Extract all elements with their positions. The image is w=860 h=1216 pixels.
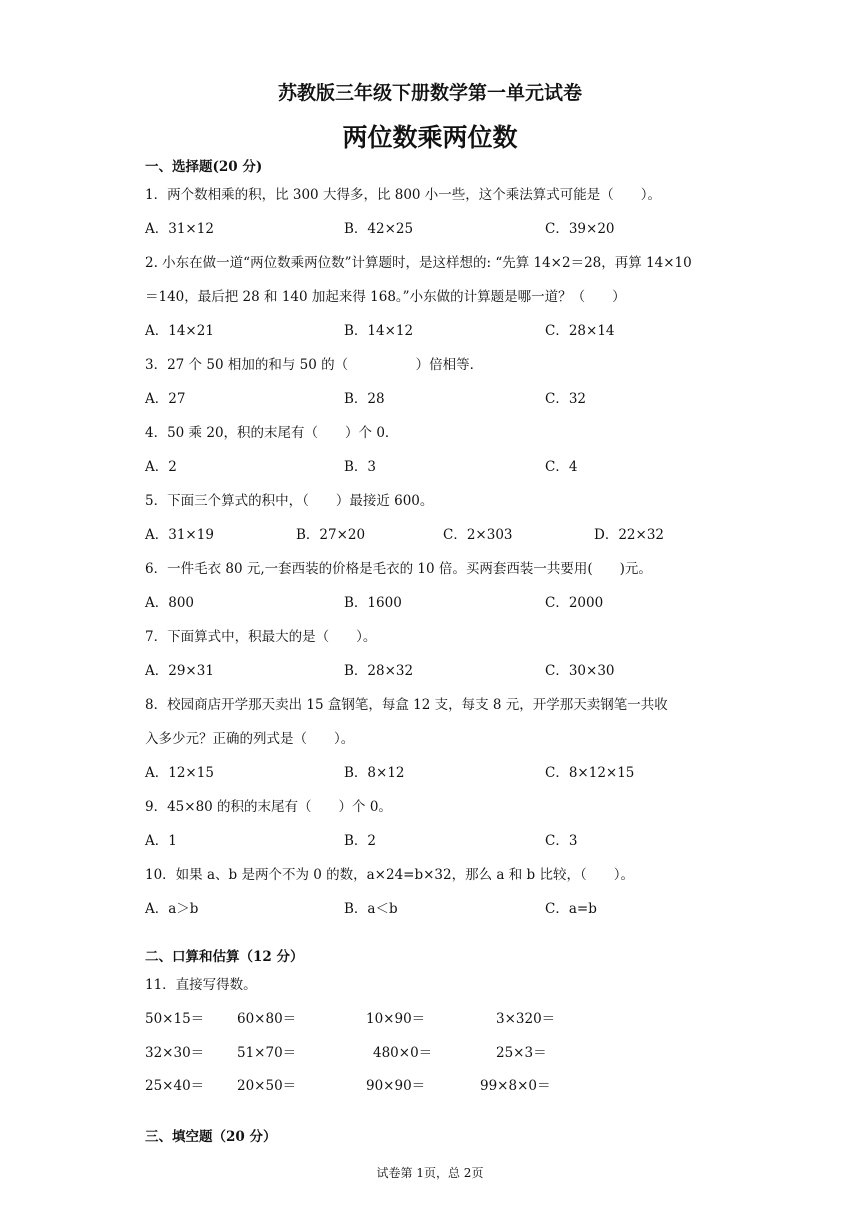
option-6b: B．1600 (344, 595, 402, 611)
option-4a: A．2 (145, 459, 177, 475)
question-8-line1: 8．校园商店开学那天卖出 15 盒钢笔，每盒 12 支，每支 8 元，开学那天卖钢笔一共收 (145, 697, 668, 713)
mental-calc-item: 3×320＝ (496, 1011, 556, 1027)
option-4c: C．4 (545, 459, 578, 475)
option-9c: C．3 (545, 833, 578, 849)
mental-calc-item: 32×30＝ (145, 1045, 205, 1061)
page-footer: 试卷第 1页，总 2页 (376, 1166, 484, 1180)
option-8c: C．8×12×15 (545, 765, 635, 781)
question-7: 7．下面算式中，积最大的是（ ）。 (145, 629, 377, 645)
mental-calc-item: 25×3＝ (496, 1045, 547, 1061)
option-6a: A．800 (145, 595, 195, 611)
question-3: 3．27 个 50 相加的和与 50 的（ ）倍相等． (145, 357, 484, 373)
question-4: 4．50 乘 20，积的末尾有（ ）个 0． (145, 425, 399, 441)
option-9a: A．1 (145, 833, 177, 849)
mental-calc-item: 20×50＝ (237, 1078, 297, 1094)
option-7c: C．30×30 (545, 663, 615, 679)
option-5d: D．22×32 (594, 527, 664, 543)
option-5c: C．2×303 (443, 527, 513, 543)
option-3a: A．27 (145, 391, 186, 407)
exam-subtitle: 两位数乘两位数 (342, 123, 518, 152)
question-11: 11．直接写得数。 (145, 977, 257, 993)
option-1c: C．39×20 (545, 221, 615, 237)
mental-calc-item: 50×15＝ (145, 1011, 205, 1027)
question-5: 5．下面三个算式的积中，（ ）最接近 600。 (145, 493, 434, 509)
question-9: 9．45×80 的积的末尾有（ ）个 0。 (145, 799, 392, 815)
question-10: 10．如果 a、b 是两个不为 0 的数，a×24=b×32，那么 a 和 b 比较，（ ）。 (145, 867, 634, 883)
option-4b: B．3 (344, 459, 377, 475)
question-6: 6．一件毛衣 80 元,一套西装的价格是毛衣的 10 倍。买两套西装一共要用( )元。 (145, 561, 652, 577)
option-5a: A．31×19 (145, 527, 214, 543)
option-6c: C．2000 (545, 595, 604, 611)
question-2-line2: ＝140，最后把 28 和 140 加起来得 168。”小东做的计算题是哪一道？（ ） (145, 289, 626, 305)
option-7a: A．29×31 (145, 663, 214, 679)
option-8b: B．8×12 (344, 765, 405, 781)
option-2b: B．14×12 (344, 323, 414, 339)
option-5b: B．27×20 (296, 527, 366, 543)
exam-title: 苏教版三年级下册数学第一单元试卷 (277, 82, 582, 104)
question-1: 1．两个数相乘的积，比 300 大得多，比 800 小一些，这个乘法算式可能是（ ）。 (145, 187, 662, 203)
option-2a: A．14×21 (145, 323, 214, 339)
mental-calc-item: 99×8×0＝ (480, 1078, 551, 1094)
section1-heading: 一、选择题(20 分) (145, 159, 263, 175)
mental-calc-item: 25×40＝ (145, 1078, 205, 1094)
option-10c: C．a=b (545, 901, 597, 917)
option-10a: A．a＞b (145, 901, 199, 917)
question-8-line2: 入多少元？正确的列式是（ ）。 (145, 731, 355, 747)
mental-calc-item: 480×0＝ (373, 1045, 433, 1061)
option-9b: B．2 (344, 833, 377, 849)
mental-calc-item: 60×80＝ (237, 1011, 297, 1027)
mental-calc-item: 10×90＝ (366, 1011, 426, 1027)
option-1a: A．31×12 (145, 221, 214, 237)
option-7b: B．28×32 (344, 663, 414, 679)
section2-heading: 二、口算和估算（12 分） (145, 949, 304, 965)
question-2-line1: 2. 小东在做一道“两位数乘两位数”计算题时，是这样想的: “先算 14×2＝28，再算 14×10 (145, 255, 692, 271)
mental-calc-item: 51×70＝ (237, 1045, 297, 1061)
option-3c: C．32 (545, 391, 587, 407)
mental-calc-item: 90×90＝ (366, 1078, 426, 1094)
option-10b: B．a＜b (344, 901, 398, 917)
option-2c: C．28×14 (545, 323, 615, 339)
option-8a: A．12×15 (145, 765, 214, 781)
option-3b: B．28 (344, 391, 385, 407)
option-1b: B．42×25 (344, 221, 414, 237)
section3-heading: 三、填空题（20 分） (145, 1129, 277, 1145)
